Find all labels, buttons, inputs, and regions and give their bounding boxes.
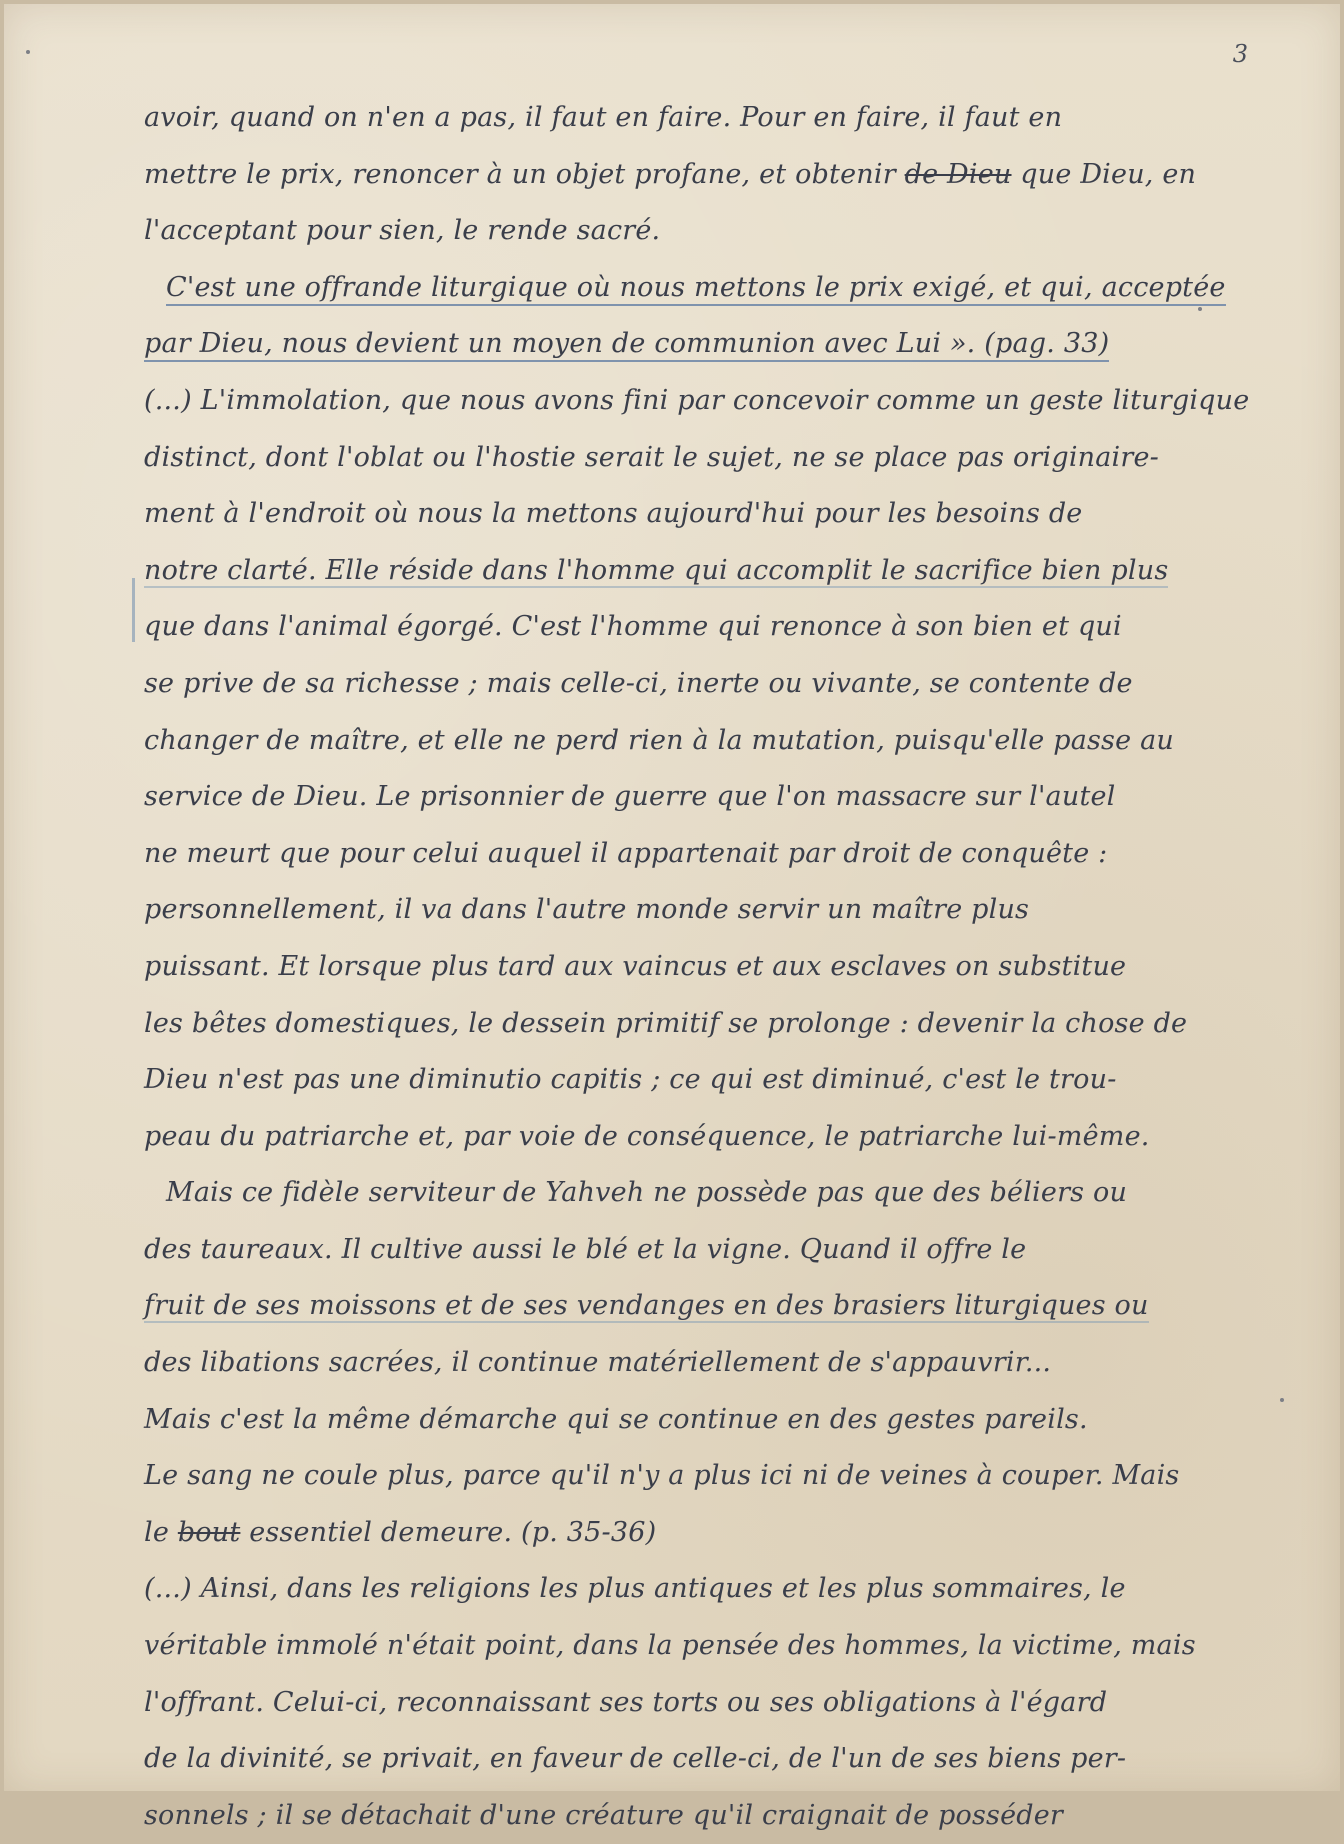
text-line: l'acceptant pour sien, le rende sacré. [144,215,661,247]
text-line: C'est une offrande liturgique où nous mettons le prix exigé, et qui, acceptée [144,260,1324,317]
text-line: avoir, quand on n'en a pas, il faut en faire. Pour en faire, il faut en [144,102,1063,133]
text-line: service de Dieu. Le prisonnier de guerre que l'on massacre sur l'autel [144,781,1116,813]
text-line: personnellement, il va dans l'autre monde servir un maître plus [144,894,1030,926]
margin-mark [132,578,135,642]
manuscript-text [144,90,1324,1844]
text-line: mettre le prix, renoncer à un objet profane, et obtenir de Dieu que Dieu, en [144,158,1197,190]
text-line: notre clarté. Elle réside dans l'homme qui accomplit le sacrifice bien plus [144,554,1169,586]
text-line: de la divinité, se privait, en faveur de celle-ci, de l'un de ses biens per- [144,1743,1127,1775]
text-line: Le sang ne coule plus, parce qu'il n'y a plus ici ni de veines à couper. Mais [144,1460,1180,1492]
struck-text: de Dieu [904,158,1012,190]
text-line: peau du patriarche et, par voie de conséquence, le patriarche lui-même. [144,1120,1150,1152]
page-number: 3 [1232,40,1248,68]
text-line: des libations sacrées, il continue matériellement de s'appauvrir... [144,1347,1052,1379]
text-line: ment à l'endroit où nous la mettons aujourd'hui pour les besoins de [144,498,1083,530]
text-line: sonnels ; il se détachait d'une créature qu'il craignait de posséder [144,1799,1064,1831]
text-line: les bêtes domestiques, le dessein primitif se prolonge : devenir la chose de [144,1007,1188,1039]
text-line: puissant. Et lorsque plus tard aux vaincus et aux esclaves on substitue [144,950,1127,982]
text-line: Mais c'est la même démarche qui se continue en des gestes pareils. [144,1403,1088,1435]
text-line: véritable immolé n'était point, dans la pensée des hommes, la victime, mais [144,1630,1196,1662]
text-line: distinct, dont l'oblat ou l'hostie serait le sujet, ne se place pas originaire- [144,441,1159,473]
text-line: l'offrant. Celui-ci, reconnaissant ses torts ou ses obligations à l'égard [144,1686,1108,1718]
text-line: Dieu n'est pas une diminutio capitis ; ce qui est diminué, c'est le trou- [144,1064,1117,1096]
text-line: par Dieu, nous devient un moyen de communion avec Lui ». (pag. 33) [144,316,1324,373]
text-line: se prive de sa richesse ; mais celle-ci, inerte ou vivante, se contente de [144,667,1133,699]
text-line: que dans l'animal égorgé. C'est l'homme qui renonce à son bien et qui [144,611,1122,643]
margin-dot [26,50,30,54]
text-line: changer de maître, et elle ne perd rien à la mutation, puisqu'elle passe au [144,724,1174,756]
text-line: fruit de ses moissons et de ses vendanges en des brasiers liturgiques ou [144,1290,1149,1322]
text-line: (...) L'immolation, que nous avons fini par concevoir comme un geste liturgique [144,384,1250,416]
manuscript-page [4,4,1340,1831]
text-line: ne meurt que pour celui auquel il appartenait par droit de conquête : [144,837,1108,869]
struck-text: bout [177,1516,241,1548]
text-line: Mais ce fidèle serviteur de Yahveh ne possède pas que des béliers ou [166,1177,1128,1209]
text-line: (...) Ainsi, dans les religions les plus antiques et les plus sommaires, le [144,1573,1126,1605]
text-line: le bout essentiel demeure. (p. 35-36) [144,1516,657,1548]
text-line: des taureaux. Il cultive aussi le blé et la vigne. Quand il offre le [144,1233,1027,1265]
